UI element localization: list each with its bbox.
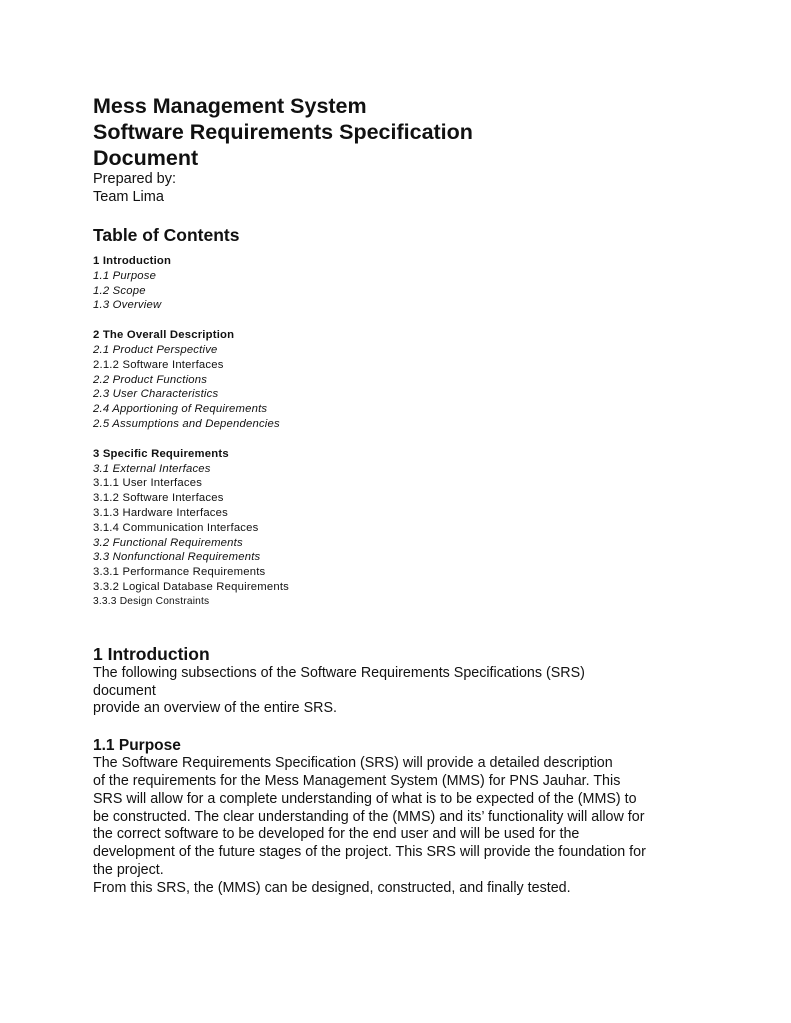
prepared-by-label: Prepared by: [93, 171, 177, 187]
toc-entry[interactable]: 3.3.1 Performance Requirements [93, 566, 266, 579]
toc-entry[interactable]: 3.1.4 Communication Interfaces [93, 521, 259, 534]
toc-section-1 [93, 254, 733, 313]
paragraph-line: document [93, 682, 156, 699]
team-name: Team Lima [93, 188, 164, 205]
purpose-heading: 1.1 Purpose [93, 737, 181, 755]
toc-section-2 [93, 328, 733, 432]
toc-entry[interactable]: 3.1.2 Software Interfaces [93, 492, 224, 505]
toc-entry[interactable]: 3.3.3 Design Constraints [93, 595, 210, 607]
paragraph-line: The following subsections of the Software Requirements Specifications (SRS) [93, 664, 585, 681]
document-title-line-3: Document [93, 146, 199, 170]
toc-entry[interactable]: 3 Specific Requirements [93, 447, 229, 460]
toc-entry[interactable]: 1.2 Scope [93, 284, 146, 297]
toc-entry[interactable]: 3.2 Functional Requirements [93, 536, 243, 549]
title-block [93, 93, 733, 206]
paragraph-line: The Software Requirements Specification (SRS) will provide a detailed description [93, 755, 613, 772]
paragraph-line: the project. [93, 861, 164, 878]
paragraph-line: be constructed. The clear understanding of the (MMS) and its’ functionality will allow for [93, 808, 645, 825]
paragraph-line: development of the future stages of the project. This SRS will provide the foundation for [93, 844, 646, 861]
toc-entry[interactable]: 1.3 Overview [93, 299, 162, 312]
toc-entry[interactable]: 1 Introduction [93, 255, 172, 267]
paragraph-line: of the requirements for the Mess Management System (MMS) for PNS Jauhar. This [93, 772, 621, 789]
introduction-body [93, 665, 733, 718]
toc-entry[interactable]: 3.1.1 User Interfaces [93, 477, 203, 490]
document-title-line-1: Mess Management System [93, 94, 367, 118]
toc-entry[interactable]: 3.1.3 Hardware Interfaces [93, 506, 228, 519]
paragraph-line: provide an overview of the entire SRS. [93, 700, 337, 717]
paragraph-line: the correct software to be developed for the end user and will be used for the [93, 826, 580, 843]
toc-entry[interactable]: 2.3 User Characteristics [93, 388, 219, 401]
document-title-line-2: Software Requirements Specification [93, 120, 473, 144]
toc-entry[interactable]: 3.3 Nonfunctional Requirements [93, 551, 261, 564]
table-of-contents [93, 254, 733, 608]
toc-entry[interactable]: 2.5 Assumptions and Dependencies [93, 417, 280, 430]
paragraph-line: From this SRS, the (MMS) can be designed, constructed, and finally tested. [93, 879, 571, 896]
toc-section-3 [93, 447, 733, 608]
purpose-body [93, 755, 733, 897]
toc-entry[interactable]: 2.1.2 Software Interfaces [93, 358, 224, 371]
toc-entry[interactable]: 2 The Overall Description [93, 329, 235, 342]
document-page [93, 93, 733, 898]
toc-entry[interactable]: 1.1 Purpose [93, 269, 157, 282]
toc-entry[interactable]: 2.2 Product Functions [93, 373, 208, 386]
introduction-heading: 1 Introduction [93, 643, 210, 664]
toc-entry[interactable]: 2.4 Apportioning of Requirements [93, 403, 268, 416]
paragraph-line: SRS will allow for a complete understanding of what is to be expected of the (MMS) to [93, 790, 637, 807]
toc-entry[interactable]: 3.1 External Interfaces [93, 462, 211, 475]
toc-entry[interactable]: 2.1 Product Perspective [93, 343, 218, 356]
toc-heading: Table of Contents [93, 225, 240, 245]
toc-entry[interactable]: 3.3.2 Logical Database Requirements [93, 580, 290, 593]
